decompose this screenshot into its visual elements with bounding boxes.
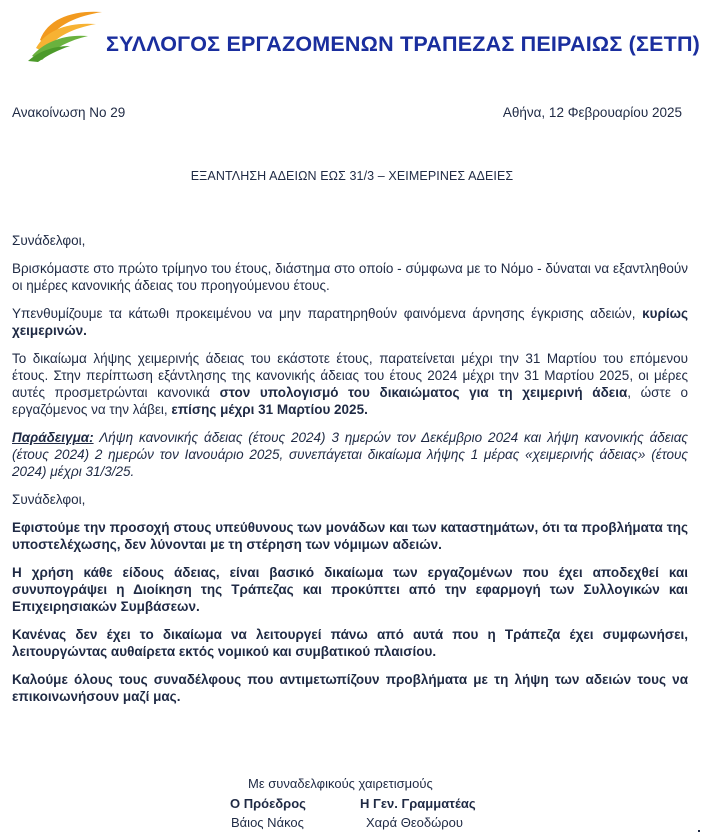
paragraph-leave-right: Η χρήση κάθε είδους άδειας, είναι βασικό δικαίωμα των εργαζομένων που έχει αποδεχθεί και συνυπογράψει η Διοίκηση της Τράπεζας και προκύπτει από την εφαρμογή των Συλλογικών και Επιχειρησιακών Συμβάσεων. xyxy=(12,565,688,614)
page-marker xyxy=(698,830,700,832)
reminder-emphasis: κυρίως χειμερινών. xyxy=(12,306,688,338)
winter-leave-text: Το δικαίωμα λήψης χειμερινής άδειας του εκάστοτε έτους, παρατείνεται μέχρι την 31 Μαρτίου του επόμενου έτους. Στην περίπτωση εξάντλησης της κανονικής άδειας του έτους 2024 μέχρι την 31 Μαρτίου 2025, οι μέρες αυτές προσμετρώνται κανονικά xyxy=(12,351,688,400)
example-text: Λήψη κανονικής άδειας (έτους 2024) 3 ημερών τον Δεκέμβριο 2024 και λήψη κανονικής άδειας (έτους 2024) 2 ημερών τον Ιανουάριο 2025, συνεπάγεται δικαίωμα λήψης 1 μέρας «χειμερινής άδειας» (έτους 2024) μέχρι 31/3/25. xyxy=(12,430,688,479)
paragraph-no-one: Κανένας δεν έχει το δικαίωμα να λειτουργεί πάνω από αυτά που η Τράπεζα έχει συμφωνήσει, λειτουργώντας αυθαίρετα εκτός νομικού και συμβατικού πλαισίου. xyxy=(12,627,688,659)
paragraph-attention: Εφιστούμε την προσοχή στους υπεύθυνους των μονάδων και των καταστημάτων, ότι τα προβλήματα της υποστελέχωσης, δεν λύνονται με τη στέρηση των νόμιμων αδειών. xyxy=(12,520,688,552)
organization-name: ΣΥΛΛΟΓΟΣ ΕΡΓΑΖΟΜΕΝΩΝ ΤΡΑΠΕΖΑΣ ΠΕΙΡΑΙΩΣ (ΣΕΤΠ) xyxy=(106,32,701,56)
document-body xyxy=(12,232,688,716)
paragraph-reminder xyxy=(12,305,688,339)
president-title: Ο Πρόεδρος xyxy=(230,796,306,811)
greeting: Συνάδελφοι, xyxy=(12,233,86,248)
paragraph-winter-leave xyxy=(12,350,688,418)
document-title: ΕΞΑΝΤΛΗΣΗ ΑΔΕΙΩΝ ΕΩΣ 31/3 – ΧΕΙΜΕΡΙΝΕΣ ΑΔΕΙΕΣ xyxy=(190,169,514,183)
paragraph-first-quarter: Βρισκόμαστε στο πρώτο τρίμηνο του έτους, διάστημα στο οποίο - σύμφωνα με το Νόμο - δύναται να εξαντληθούν οι ημέρες κανονικής άδειας του προηγούμενου έτους. xyxy=(12,261,688,293)
winter-leave-text-2: , ώστε ο εργαζόμενος να την λάβει, xyxy=(12,385,688,417)
stylized-swoosh-logo-icon xyxy=(26,6,104,62)
secretary-name: Χαρά Θεοδώρου xyxy=(366,815,463,830)
greeting-second: Συνάδελφοι, xyxy=(12,492,86,507)
winter-leave-deadline: επίσης μέχρι 31 Μαρτίου 2025. xyxy=(171,402,368,417)
letterhead xyxy=(26,6,701,62)
winter-leave-emphasis: στον υπολογισμό του δικαιώματος για τη χειμερινή άδεια xyxy=(219,385,628,400)
secretary-title: Η Γεν. Γραμματέας xyxy=(360,796,476,811)
paragraph-example xyxy=(12,429,688,480)
reminder-text: Υπενθυμίζουμε τα κάτωθι προκειμένου να μην παρατηρηθούν φαινόμενα άρνησης έγκρισης αδειών, xyxy=(12,306,643,321)
paragraph-contact-us: Καλούμε όλους τους συναδέλφους που αντιμετωπίζουν προβλήματα με τη λήψη των αδειών τους να επικοινωνήσουν μαζί μας. xyxy=(12,672,688,704)
announcement-date: Αθήνα, 12 Φεβρουαρίου 2025 xyxy=(502,105,682,120)
president-name: Βάιος Νάκος xyxy=(231,815,304,830)
example-label: Παράδειγμα: xyxy=(12,430,94,445)
closing-salutation: Με συναδελφικούς χαιρετισμούς xyxy=(248,776,433,791)
announcement-number: Ανακοίνωση Νο 29 xyxy=(12,105,126,120)
